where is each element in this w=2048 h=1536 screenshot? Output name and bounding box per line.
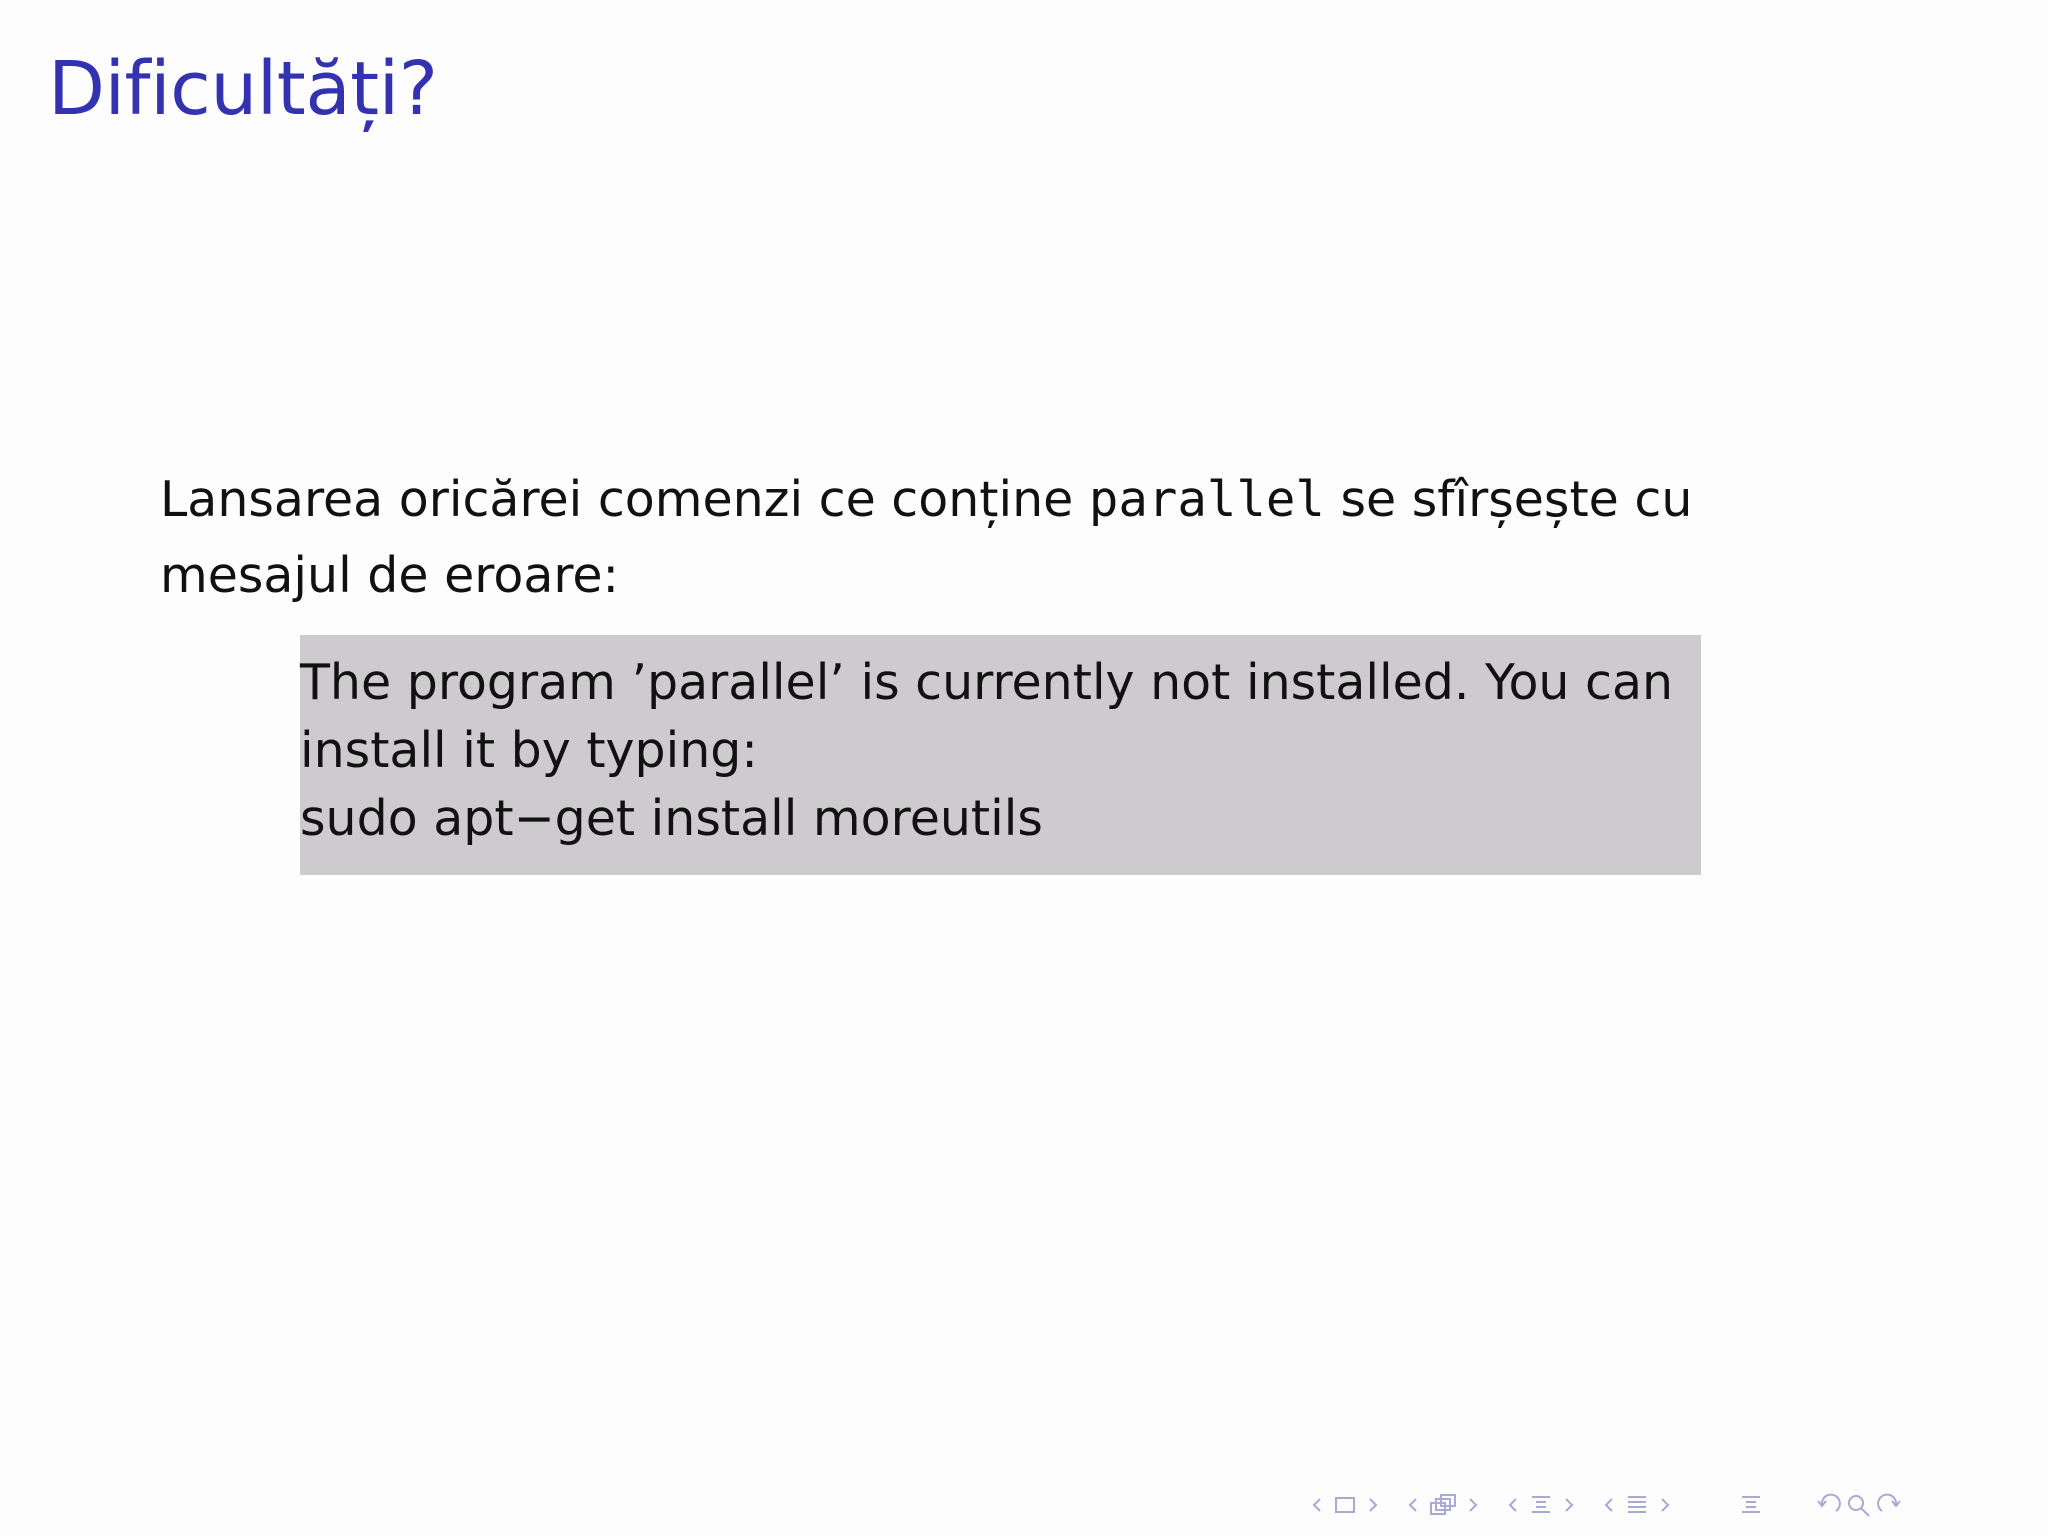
nav-history-group xyxy=(1814,1491,1904,1519)
error-line-1: The program ’parallel’ is currently not installed. You can xyxy=(300,654,1674,711)
beamer-navigation-bar xyxy=(1310,1490,1904,1520)
error-line-2: install it by typing: xyxy=(300,722,758,779)
next-section-icon[interactable] xyxy=(1658,1494,1672,1516)
nav-subsection-group xyxy=(1506,1492,1576,1518)
paragraph-line-2: mesajul de eroare: xyxy=(160,547,620,604)
slide-icon[interactable] xyxy=(1332,1494,1358,1516)
next-slide-icon[interactable] xyxy=(1366,1494,1380,1516)
error-message-box xyxy=(300,635,1701,875)
paragraph-text-before: Lansarea oricărei comenzi ce conține xyxy=(160,471,1089,528)
next-frame-icon[interactable] xyxy=(1466,1494,1480,1516)
forward-icon[interactable] xyxy=(1874,1491,1904,1519)
nav-frame-group xyxy=(1406,1492,1480,1518)
nav-appendix-group xyxy=(1738,1492,1764,1518)
prev-section-icon[interactable] xyxy=(1602,1494,1616,1516)
prev-slide-icon[interactable] xyxy=(1310,1494,1324,1516)
appendix-icon[interactable] xyxy=(1738,1492,1764,1518)
nav-section-group xyxy=(1602,1492,1672,1518)
code-parallel: parallel xyxy=(1088,471,1325,528)
frame-icon[interactable] xyxy=(1428,1492,1458,1518)
search-icon[interactable] xyxy=(1844,1491,1874,1519)
slide-title: Dificultăți? xyxy=(48,46,438,132)
prev-frame-icon[interactable] xyxy=(1406,1494,1420,1516)
back-icon[interactable] xyxy=(1814,1491,1844,1519)
paragraph-text-after: se sfîrșește cu xyxy=(1324,471,1693,528)
nav-slide-group xyxy=(1310,1494,1380,1516)
section-icon[interactable] xyxy=(1624,1492,1650,1518)
paragraph-line-1 xyxy=(160,462,1860,538)
slide-paragraph xyxy=(160,462,1860,614)
next-subsection-icon[interactable] xyxy=(1562,1494,1576,1516)
prev-subsection-icon[interactable] xyxy=(1506,1494,1520,1516)
subsection-icon[interactable] xyxy=(1528,1492,1554,1518)
error-line-3: sudo apt−get install moreutils xyxy=(300,790,1043,847)
